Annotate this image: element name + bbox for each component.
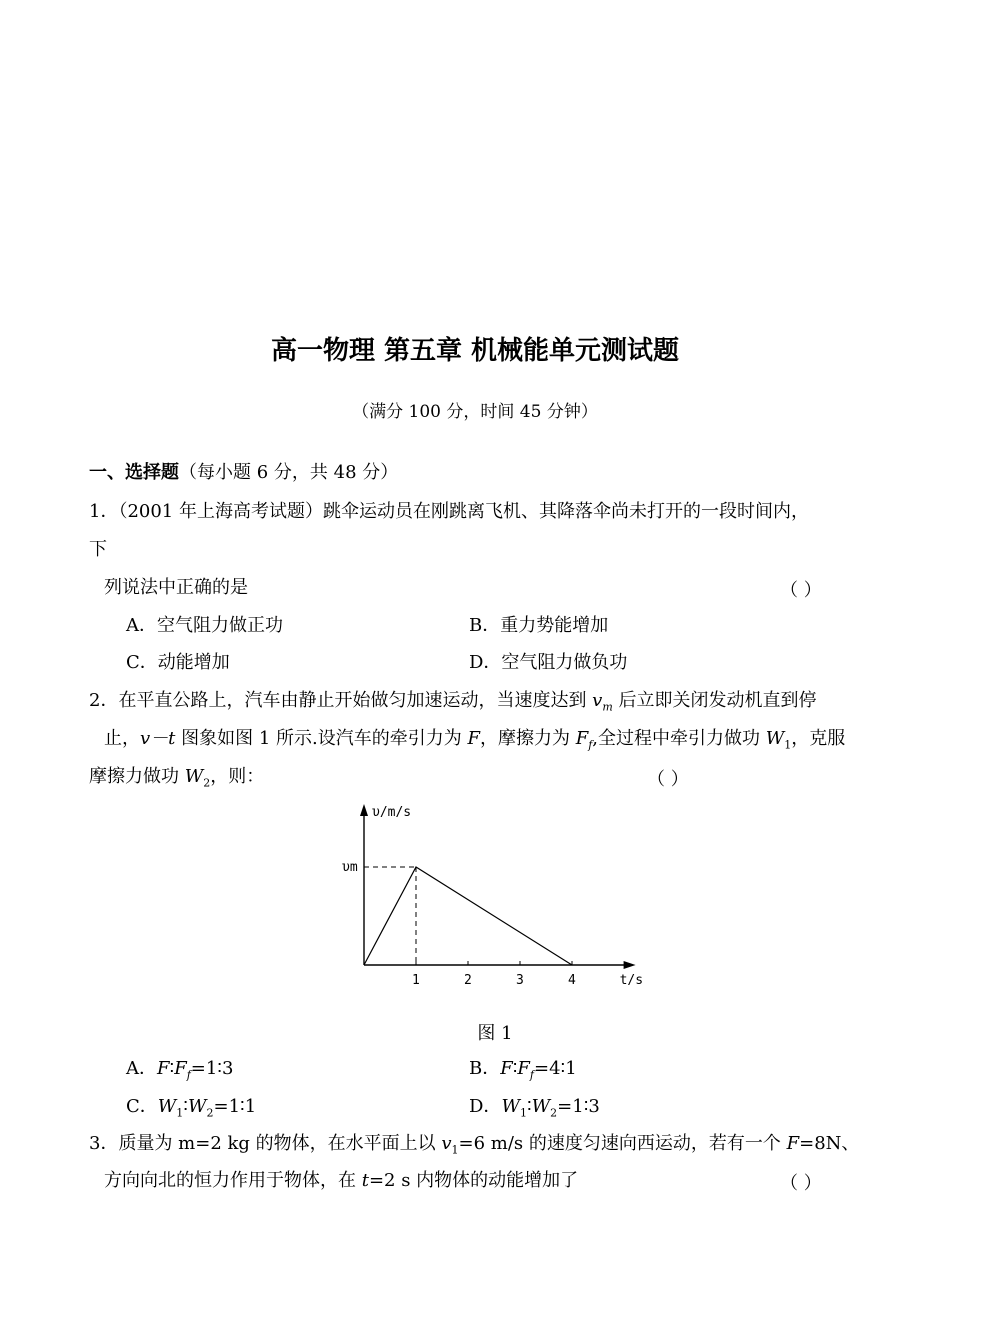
y-axis-label: υ/m/s [372,805,412,820]
section-label: 一、选择题 [89,462,179,483]
q2-answer-paren: （ ） [647,769,689,790]
q1-option-b: B．重力势能增加 [469,615,609,636]
page-title: 高一物理 第五章 机械能单元测试题 [270,336,680,366]
q1-line2: 下 [89,539,107,560]
q2-line3: 摩擦力做功 $W_2$，则： [89,766,265,790]
q2-line1: 2．在平直公路上，汽车由静止开始做匀加速运动，当速度达到 $v_m$ 后立即关闭发动机直到停 [89,690,817,714]
q3-answer-paren: （ ） [780,1173,822,1194]
y-tick-label-vm: υm [342,860,358,875]
x-axis-arrow [624,961,636,969]
x-axis-label: t/s [619,973,644,988]
q3-line2: 方向向北的恒力作用于物体，在 t=2 s 内物体的动能增加了 [104,1170,579,1191]
q1-line3: 列说法中正确的是 [104,577,248,598]
vt-graph [330,805,644,993]
section-heading [89,461,398,485]
x-tick-label-4: 4 [568,973,576,988]
q2-option-a: A．$F∶F_f=1∶3$ [126,1058,234,1082]
x-tick-label-1: 1 [412,973,420,988]
q2-option-d: D．$W_1∶W_2=1∶3$ [469,1096,600,1120]
q2-line2: 止，v－t 图象如图 1 所示.设汽车的牵引力为 F，摩擦力为 $F_f$,全过程中牵引力做功 $W_1$，克服 [104,728,846,752]
page-subtitle: （满分 100 分，时间 45 分钟） [352,402,598,422]
x-tick-label-2: 2 [464,973,472,988]
q1-answer-paren: （ ） [780,580,822,601]
q1-line1: 1．（2001 年上海高考试题）跳伞运动员在刚跳离飞机、其降落伞尚未打开的一段时间内， [89,501,809,522]
section-note: （每小题 6 分，共 48 分） [179,462,399,483]
q2-option-b: B．$F∶F_f=4∶1$ [469,1058,577,1082]
y-axis-arrow [360,804,368,816]
q3-line1: 3．质量为 m=2 kg 的物体，在水平面上以 $v_1=6$ m/s 的速度匀速向西运动，若有一个 F=8N、 [89,1133,860,1157]
q1-option-a: A．空气阻力做正功 [126,615,283,636]
series-vt-line [364,867,572,965]
q1-option-c: C．动能增加 [126,652,230,673]
figure-caption: 图 1 [477,1023,513,1044]
x-tick-label-3: 3 [516,973,524,988]
q1-option-d: D．空气阻力做负功 [469,652,628,673]
q2-option-c: C．$W_1∶W_2=1∶1$ [126,1096,257,1120]
